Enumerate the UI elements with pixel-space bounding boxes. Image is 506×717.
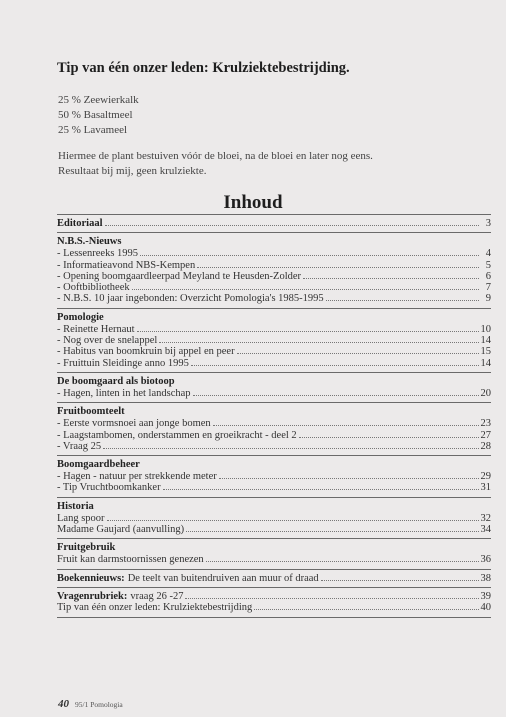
toc-leader <box>105 225 479 226</box>
toc-entry-title: - Ooftbibliotheek <box>57 282 130 294</box>
toc-entry-page: 38 <box>480 572 491 584</box>
toc-entry-page: 4 <box>485 248 491 260</box>
toc-leader <box>193 395 479 396</box>
ingredient-list <box>58 93 139 138</box>
toc-entry-title: - Laagstambomen, onderstammen en groeikracht - deel 2 <box>57 429 297 441</box>
toc-entry-title: Madame Gaujard (aanvulling) <box>57 524 185 536</box>
toc-entry <box>57 418 491 429</box>
toc-section-heading: Pomologie <box>57 311 104 323</box>
toc-section-heading: Fruitboomteelt <box>57 406 125 418</box>
toc-leader <box>237 353 479 354</box>
toc-section-vragenrubriek <box>57 588 491 618</box>
toc-entry-title: - Hagen - natuur per strekkende meter <box>57 471 217 483</box>
toc-entry <box>57 293 491 304</box>
toc-entry <box>57 388 491 399</box>
toc-entry <box>57 358 491 369</box>
ingredient-lavameel: 25 % Lavameel <box>58 124 128 136</box>
toc-leader <box>206 561 479 562</box>
toc-entry <box>57 248 491 259</box>
tip-title: Tip van één onzer leden: Krulziektebestrijding. <box>57 60 350 76</box>
toc-section-heading: Fruitgebruik <box>57 542 116 554</box>
toc-entry-page: 23 <box>480 418 491 430</box>
toc-entry-title: - Vraag 25 <box>57 440 102 452</box>
table-of-contents <box>57 214 491 618</box>
toc-entry-title: - Habitus van boomkruin bij appel en peer <box>57 346 235 358</box>
toc-entry-page: 31 <box>480 482 491 494</box>
toc-entry <box>57 482 491 493</box>
toc-entry <box>57 430 491 441</box>
toc-entry-page: 34 <box>480 524 491 536</box>
toc-section-boomgaardbeheer <box>57 456 491 498</box>
toc-entry-title: - Tip Vruchtboomkanker <box>57 482 161 494</box>
toc-section-heading: Historia <box>57 500 94 512</box>
issue-label: 95/1 Pomologia <box>75 700 123 709</box>
toc-entry-title: - Eerste vormsnoei aan jonge bomen <box>57 418 211 430</box>
toc-entry <box>57 471 491 482</box>
toc-leader <box>159 342 478 343</box>
toc-entry-title: vraag 26 -27 <box>130 590 184 602</box>
page-number: 40 <box>58 698 69 710</box>
toc-entry-page: 40 <box>480 602 491 614</box>
toc-entry-title: - Lessenreeks 1995 <box>57 248 139 260</box>
toc-entry-page: 28 <box>480 440 491 452</box>
toc-leader <box>107 520 479 521</box>
toc-entry <box>57 441 491 452</box>
toc-section-historia <box>57 498 491 540</box>
tip-note-line: Resultaat bij mij, geen krulziekte. <box>58 165 207 177</box>
toc-entry-page: 7 <box>485 282 491 294</box>
toc-section-biotoop <box>57 373 491 403</box>
toc-entry-title: - N.B.S. 10 jaar ingebonden: Overzicht Pomologia's 1985-1995 <box>57 293 324 305</box>
ingredient-basaltmeel: 50 % Basaltmeel <box>58 109 133 121</box>
toc-leader <box>326 300 479 301</box>
toc-entry-title: - Fruittuin Sleidinge anno 1995 <box>57 357 189 369</box>
toc-entry-title: - Informatieavond NBS-Kempen <box>57 259 196 271</box>
toc-entry-page: 32 <box>480 512 491 524</box>
toc-section-heading: De boomgaard als biotoop <box>57 375 175 387</box>
toc-entry-page: 9 <box>485 293 491 305</box>
toc-leader <box>299 437 479 438</box>
toc-section-heading: N.B.S.-Nieuws <box>57 236 122 248</box>
toc-entry <box>57 554 491 565</box>
toc-entry <box>57 218 491 229</box>
toc-section-pomologie <box>57 309 491 373</box>
toc-entry <box>57 324 491 335</box>
toc-leader <box>185 598 478 599</box>
toc-entry <box>57 335 491 346</box>
toc-section-boekennieuws <box>57 570 491 588</box>
toc-entry-title: - Reinette Hernaut <box>57 323 135 335</box>
tip-note-line: Hiermee de plant bestuiven vóór de bloei, na de bloei en later nog eens. <box>58 150 373 162</box>
toc-leader <box>213 425 479 426</box>
toc-entry-title: Editoriaal <box>57 218 103 229</box>
toc-leader <box>191 365 479 366</box>
toc-leader <box>303 278 479 279</box>
toc-entry-page: 5 <box>485 259 491 271</box>
toc-section-nbs-nieuws <box>57 233 491 308</box>
page-footer <box>58 698 123 710</box>
toc-section-fruitboomteelt <box>57 403 491 456</box>
toc-leader <box>163 489 479 490</box>
toc-leader <box>103 448 478 449</box>
toc-section-heading: Boekennieuws: <box>57 572 125 584</box>
toc-entry <box>57 602 491 613</box>
toc-entry <box>57 260 491 271</box>
toc-entry <box>57 346 491 357</box>
tip-note <box>58 149 478 179</box>
toc-entry-page: 3 <box>485 218 491 229</box>
toc-entry-title: - Hagen, linten in het landschap <box>57 387 191 399</box>
toc-section-fruitgebruik <box>57 539 491 569</box>
toc-leader <box>254 609 478 610</box>
toc-entry-title: - Nog over de snelappel <box>57 335 158 347</box>
toc-entry <box>57 591 491 602</box>
toc-entry-page: 27 <box>480 429 491 441</box>
toc-leader <box>219 478 479 479</box>
toc-entry-title: - Opening boomgaardleerpad Meyland te Heusden-Zolder <box>57 270 302 282</box>
toc-entry-title: De teelt van buitendruiven aan muur of draad <box>127 572 319 584</box>
toc-entry <box>57 513 491 524</box>
toc-entry-page: 29 <box>480 471 491 483</box>
toc-leader <box>132 289 479 290</box>
toc-entry-page: 14 <box>480 357 491 369</box>
toc-entry-page: 15 <box>480 346 491 358</box>
toc-entry <box>57 271 491 282</box>
toc-entry-page: 10 <box>480 323 491 335</box>
toc-leader <box>137 331 479 332</box>
toc-entry-title: Lang spoor <box>57 512 105 524</box>
toc-entry-page: 39 <box>480 590 491 602</box>
toc-entry <box>57 524 491 535</box>
toc-section-heading: Boomgaardbeheer <box>57 459 140 471</box>
toc-leader <box>140 255 479 256</box>
toc-section-heading: Vragenrubriek: <box>57 590 128 602</box>
ingredient-zeewierkalk: 25 % Zeewierkalk <box>58 94 139 106</box>
toc-entry <box>57 573 491 584</box>
toc-leader <box>186 531 478 532</box>
toc-title: Inhoud <box>223 192 283 213</box>
toc-section-editoriaal <box>57 215 491 233</box>
toc-leader <box>321 580 479 581</box>
toc-entry-page: 20 <box>480 387 491 399</box>
toc-entry-page: 6 <box>485 270 491 282</box>
toc-leader <box>197 267 479 268</box>
toc-entry-title: Tip van één onzer leden: Krulziektebestrijding <box>57 602 253 614</box>
toc-entry-title: Fruit kan darmstoornissen genezen <box>57 554 204 566</box>
toc-entry-page: 36 <box>480 554 491 566</box>
toc-entry-page: 14 <box>480 335 491 347</box>
toc-entry <box>57 282 491 293</box>
